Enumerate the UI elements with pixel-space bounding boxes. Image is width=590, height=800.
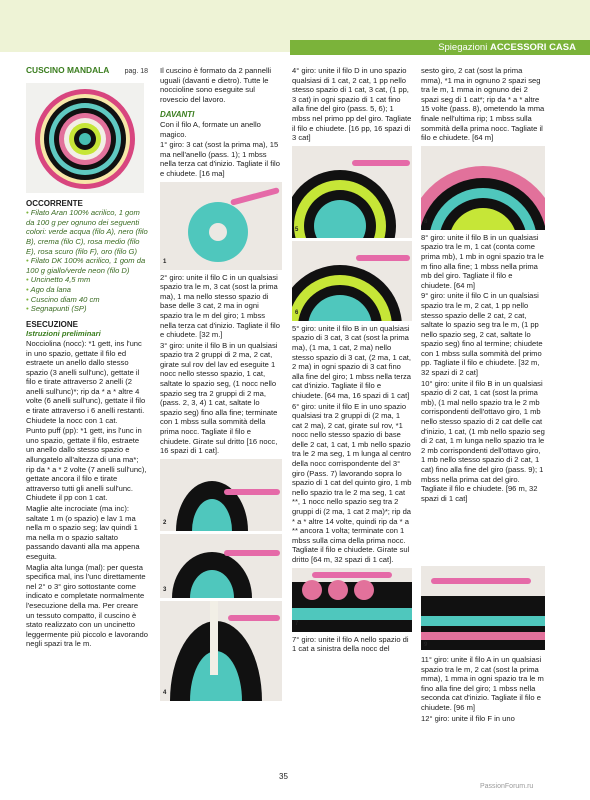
nocciolina-paragraph: Nocciolina (nocc): *1 gett, ins l'unc in uno spazio, gettate il filo ed estraete un anello dallo stesso spazio (3 anelli sull'unc), gettate il filo e tirate attraverso 2 anelli (2 anelli sull'unc)*; rip da * a * altre 4 volte (6 anelli sull'unc), gettate il filo e tirate attraverso i 6 anelli restanti. Chiudete la nocc con 1 cat. (26, 338, 146, 425)
esecuzione-title: ESECUZIONE (26, 319, 79, 329)
round-7-continued: sesto giro, 2 cat (sost la prima mma), *1 ma in ognuno 2 spazi seg tra le m, 1 mma in ognuno dei 2 spazi seg di 1 cat*; rip da * a * altre 15 volte (pass. 8), ometendo la mma finale nell'ultima rip; 1 mbss sulla sommità della prima nocc. Tagliate il filo e chiudete. [64 m] (421, 66, 545, 143)
pattern-title: CUSCINO MANDALA (26, 65, 110, 75)
round-6: 6° giro: unite il filo E in uno spazio qualsiasi tra 2 gruppi di (2 ma, 1 cat 2 ma), 2 cat, girate sul rov, *1 nocc nello stesso spazio di base delle 2 cat, 1 cat, 1 mb nello spazio tra le 2 ma seg, 1 m lunga al centro della nocc corrispondente del 3° giro (Pass. 7) lavorando sopra lo spazio di 1 cat del quinto giro, 1 mb nello spazio tra le 2 ma seg, 1 cat **, 1 nocc nello spazio seg tra 2 gruppi di (2 ma, 1 cat 2 ma)*; rip da * a * altre 14 volte, quindi rip da * a ** ancora 1 volta; terminate con 1 mbss sulla cima della prima nocc. Tagliate il filo e chiudete. Girate sul dritto [64 m, 32 spazi di 1 cat]. (292, 401, 412, 564)
column-3 (292, 66, 412, 655)
photo-number: 8 (424, 219, 428, 226)
column-4 (421, 66, 545, 504)
step-photo-6 (292, 241, 412, 321)
material-item: • Uncinetto 4,5 mm (26, 275, 148, 285)
photo-number: 5 (295, 227, 299, 234)
round-8: 8° giro: unite il filo B in un qualsiasi spazio tra le m, 1 cat (conta come prima mb), 1 mb in ogni spazio tra le m fino alla fine; 1 mbss nella prima mb del giro. Tagliate il filo e chiudete. [64 m] (421, 232, 544, 290)
column-2 (160, 66, 282, 704)
column-1 (26, 66, 148, 650)
section-header (290, 40, 590, 55)
occorrente-title: OCCORRENTE (26, 198, 83, 208)
material-item: • Filato DK 100% acrilico, 1 gom da 100 g giallo/verde neon (filo D) (26, 256, 148, 275)
photo-number: 7 (295, 621, 299, 627)
round-4: 4° giro: unite il filo D in uno spazio qualsiasi di 1 cat, 2 cat, 1 pp nello stesso spazio di 1 cat, 3 cat, (1 pp, 3 cat) in ogni spazio di 1 cat fino alla fine del giro (pass. 5, 6); 1 mbss nel primo pp del giro. Tagliate il filo e chiudete. [16 pp, 16 spazi di 3 cat] (292, 66, 412, 143)
intro-paragraph: Il cuscino è formato da 2 pannelli uguali (davanti e dietro). Tutte le noccioline sono eseguite sul rovescio del lavoro. (160, 66, 272, 104)
pattern-title-row (26, 66, 148, 77)
istruzioni-title: Istruzioni preliminari (26, 329, 101, 339)
column-4-bottom (421, 655, 545, 724)
photo-number: 9 (424, 642, 428, 648)
maglia-lunga-paragraph: Maglia alta lunga (mal): per questa specifica mal, ins l'unc direttamente nel 2° o 3° giro sottostante come indicato e completate normalmente l'esecuzione della ma. Per creare un tessuto compatto, il cuscino è stato realizzato con un uncinetto leggermente più piccolo e lavorando negli spazi tra le m. (26, 562, 149, 649)
material-item: • Filato Aran 100% acrilico, 1 gom da 100 g per ognuno dei seguenti colori: verde acqua (filo A), nero (filo B), crema (filo C), rosa medio (filo E), rosa scuro (filo F), oro (filo G) (26, 208, 148, 256)
round-11: 11° giro: unite il filo A in un qualsiasi spazio tra le m, 2 cat (sost la prima mma), 1 mma in ogni spazio tra le m fino alla fine del giro; 1 mbss nella seconda cat d'inizio. Tagliate il filo e chiudete. [96 m] (421, 655, 544, 712)
step-photo-2 (160, 459, 282, 531)
step-photo-5 (292, 146, 412, 238)
page-number: 35 (279, 772, 288, 781)
header-section: Spiegazioni (438, 42, 488, 53)
round-1: 1° giro: 3 cat (sost la prima ma), 15 ma nell'anello (pass. 1); 1 mbss nella terza cat d'inizio. Tagliate il filo e chiudete. [16 ma] (160, 140, 280, 178)
step-photo-8 (421, 146, 545, 230)
round-5: 5° giro: unite il filo B in un qualsiasi spazio di 3 cat, 3 cat (sost la prima ma), (1 ma, 1 cat, 2 ma) nello stesso spazio di 3 cat, (2 ma, 1 cat, 2 ma) in ogni spazio di 3 cat fino alla fine del giro; 1 mbss nella terza cat d'inizio. Tagliate il filo e chiudete. [64 ma, 16 spazi di 1 cat] (292, 323, 412, 400)
punto-puff-paragraph: Punto puff (pp): *1 gett, ins l'unc in uno spazio, gettate il filo, estraete un anello dallo stesso spazio e allungatelo all'altezza di una ma*; rip da * a * 2 volte (7 anelli sull'unc), gettate ancora il filo e tirate attraverso tutti gli anelli sull'unc. Chiudete il pp con 1 cat. (26, 426, 147, 503)
cushion-photo (26, 83, 144, 193)
watermark: PassionForum.ru (480, 783, 534, 790)
pattern-page-ref: pag. 18 (124, 68, 148, 75)
photo-number: 4 (163, 690, 167, 697)
maglie-incrociate-paragraph: Maglie alte incrociate (ma inc): saltate 1 m (o spazio) e lav 1 ma nella m o spazio seg; lav quindi 1 ma nella m o spazio saltato passando davanti alla ma appena eseguita. (26, 504, 140, 561)
davanti-title: DAVANTI (160, 110, 195, 120)
round-2: 2° giro: unite il filo C in un qualsiasi spazio tra le m, 3 cat (sost la prima ma), 1 ma nello stesso spazio di base delle 3 cat, 2 ma in ogni spazio tra le m del giro; 1 mbss nella terza cat d'inizio. Tagliate il filo e chiudete. [32 m.] (160, 272, 280, 340)
photo-number: 3 (163, 587, 167, 594)
step-photo-4 (160, 601, 282, 701)
round-9: 9° giro: unite il filo C in un qualsiasi spazio tra le m, 2 cat, 1 pp nello stesso spazio delle 2 cat, 2 cat, saltate lo spazio seg tra le m, (1 pp nello spazio seg, 2 cat, saltate lo spazio seg) fino al termine; chiudete con 1 mbss sulla sommità del primo pp. Tagliate il filo e chiudete. [32 m, 32 spazi di 2 cat] (421, 291, 543, 378)
round-12: 12° giro: unite il filo F in uno (421, 713, 515, 723)
davanti-intro: Con il filo A, formate un anello magico. (160, 119, 261, 139)
materials-list (26, 208, 148, 314)
photo-number: 6 (295, 310, 299, 317)
round-3: 3° giro: unite il filo B in un qualsiasi spazio tra 2 gruppi di 2 ma, 2 cat, girate sul rov del lav ed eseguite 1 nocc nello stesso spazio, 1 cat, saltate lo spazio seg, (1 nocc nello spazio seg tra 2 gruppi di 2 ma, (pass. 2, 3, 4) 1 cat, saltate lo spazio seg) fino alla fine; terminate con 1 mbss sulla sommità della prima nocc. Tagliate il filo e chiudete. Girate sul dritto [16 nocc, 16 spazi di 1 cat]. (160, 340, 278, 456)
round-10: 10° giro: unite il filo B in un qualsiasi spazio di 2 cat, 1 cat (sost la prima mb), (1 mal nello spazio tra le 2 mb corrispondenti dell'ottavo giro, 1 mb nello stesso spazio di 2 cat delle cat d'inizio, 1 cat, (1 mb nello spazio seg di 2 cat, 1 m lunga nello spazio tra le 2 mb corrispondenti dell'ottavo giro, 1 mb nello stesso spazio di 2 cat, 1 cat) fino alla fine del giro (pass. 9); 1 mbss nella prima cat del giro. Tagliate il filo e chiudete. [96 m, 32 spazi di 1 cat] (421, 378, 545, 503)
step-photo-9 (421, 566, 545, 650)
step-photo-7 (292, 568, 412, 632)
step-photo-3 (160, 534, 282, 598)
photo-number: 1 (163, 258, 167, 265)
photo-number: 2 (163, 520, 167, 527)
material-item: • Segnapunti (SP) (26, 304, 148, 314)
material-item: • Cuscino diam 40 cm (26, 295, 148, 305)
material-item: • Ago da lana (26, 285, 148, 295)
step-photo-1 (160, 182, 282, 270)
header-title: ACCESSORI CASA (489, 42, 576, 53)
round-7: 7° giro: unite il filo A nello spazio di 1 cat a sinistra della nocc del (292, 634, 409, 654)
